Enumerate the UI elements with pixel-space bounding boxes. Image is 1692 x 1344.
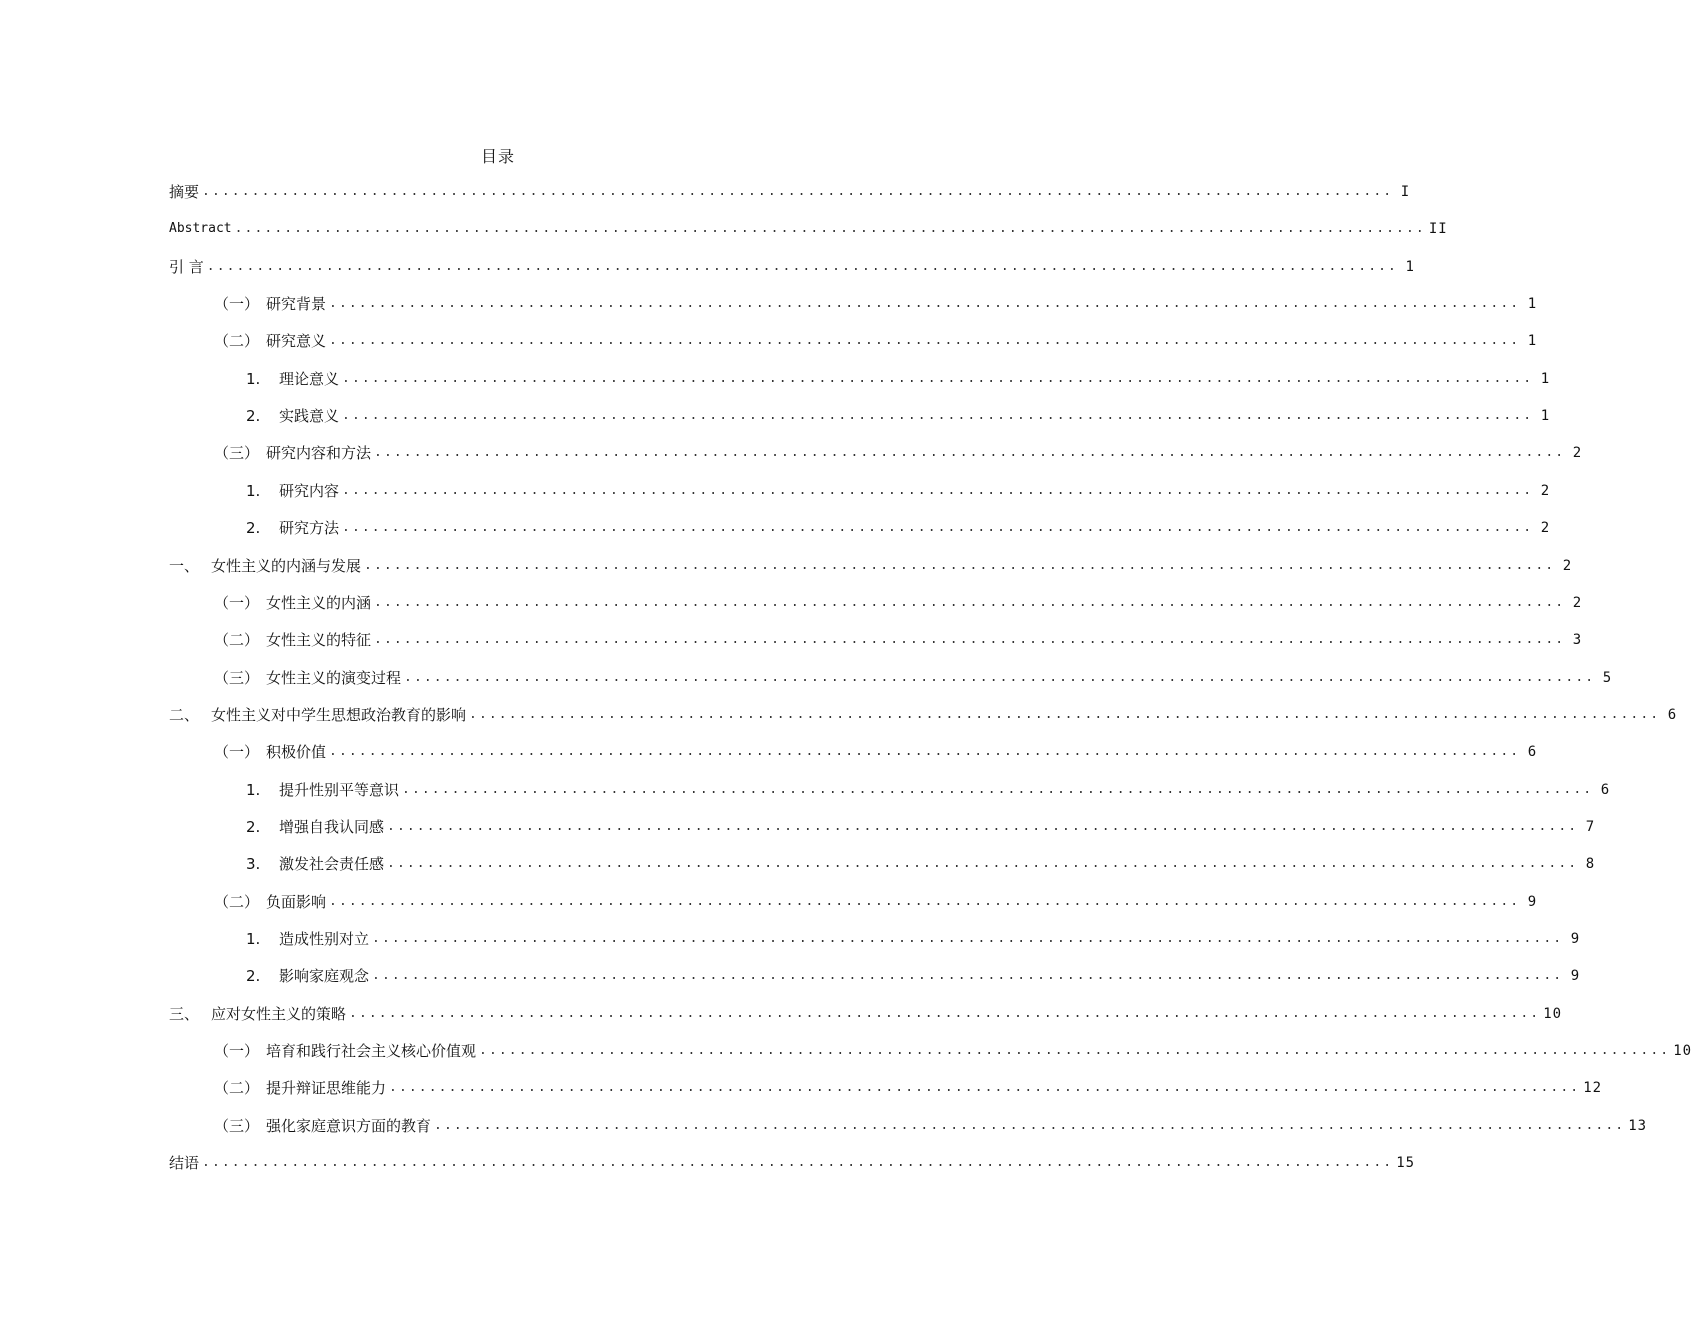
toc-entry-label: 女性主义的内涵与发展 [211, 557, 362, 575]
toc-entry-label: 研究背景 [266, 295, 327, 313]
dot-leader: ........................................................................................................................ [329, 744, 1521, 759]
toc-entry-page-number: 10 [1543, 1006, 1563, 1022]
dot-leader: ........................................................................................................................ [202, 184, 1394, 199]
dot-leader: ........................................................................................................................ [469, 707, 1661, 722]
toc-entry-label: Abstract [169, 221, 232, 236]
toc-entry-number: 1. [246, 781, 261, 799]
toc-entry-label: 引 言 [169, 258, 204, 276]
toc-entry-label: 负面影响 [266, 893, 327, 911]
toc-entry-label: 女性主义的特征 [266, 631, 372, 649]
toc-entry-page-number: 2 [1572, 445, 1583, 461]
dot-leader: ........................................................................................................................ [372, 931, 1564, 946]
toc-entry-label: 实践意义 [279, 407, 340, 425]
toc-entry[interactable] [169, 218, 1448, 240]
toc-entry-label: 造成性别对立 [279, 930, 370, 948]
dot-leader: ........................................................................................................................ [329, 296, 1521, 311]
toc-entry[interactable] [214, 667, 1613, 689]
toc-entry-page-number: 6 [1667, 707, 1678, 723]
toc-entry-label: 增强自我认同感 [279, 818, 385, 836]
toc-entry[interactable] [214, 293, 1538, 315]
toc-entry-page-number: 1 [1540, 371, 1551, 387]
dot-leader: ........................................................................................................................ [374, 445, 1566, 460]
toc-entry-page-number: 1 [1405, 259, 1415, 275]
toc-entry[interactable] [246, 779, 1611, 801]
toc-entry[interactable] [214, 330, 1538, 352]
toc-entry-page-number: 15 [1396, 1155, 1416, 1171]
dot-leader: ........................................................................................................................ [202, 1155, 1394, 1170]
toc-entry-label: 女性主义对中学生思想政治教育的影响 [211, 706, 467, 724]
dot-leader: ........................................................................................................................ [342, 520, 1534, 535]
toc-entry-label: 结语 [169, 1154, 200, 1172]
toc-entry-label: 积极价值 [266, 743, 327, 761]
toc-entry[interactable] [214, 1077, 1603, 1099]
toc-entry[interactable] [246, 517, 1551, 539]
dot-leader: ........................................................................................................................ [342, 371, 1534, 386]
toc-entry-number: 2. [246, 519, 261, 537]
toc-entry[interactable] [246, 965, 1581, 987]
toc-entry[interactable] [169, 704, 1678, 726]
toc-entry-label: 摘要 [169, 183, 200, 201]
toc-entry-label: 激发社会责任感 [279, 855, 385, 873]
toc-entry-label: 提升辩证思维能力 [266, 1079, 387, 1097]
toc-entry[interactable] [214, 629, 1583, 651]
dot-leader: ........................................................................................................................ [479, 1043, 1671, 1058]
toc-entry-number: 2. [246, 818, 261, 836]
toc-entry-page-number: 9 [1527, 894, 1538, 910]
toc-entry-number: 1. [246, 370, 261, 388]
toc-entry-label: 提升性别平等意识 [279, 781, 400, 799]
dot-leader: ........................................................................................................................ [402, 782, 1594, 797]
dot-leader: ........................................................................................................................ [404, 670, 1596, 685]
toc-entry-number: 2. [246, 967, 261, 985]
toc-entry-label: 研究内容 [279, 482, 340, 500]
toc-entry-number: （一） [214, 594, 260, 612]
toc-entry-label: 应对女性主义的策略 [211, 1005, 347, 1023]
toc-entry[interactable] [246, 405, 1551, 427]
toc-entry[interactable] [169, 256, 1415, 278]
toc-entry-number: （二） [214, 1079, 260, 1097]
dot-leader: ........................................................................................................................ [389, 1080, 1581, 1095]
toc-entry-page-number: 1 [1527, 333, 1538, 349]
toc-entry[interactable] [214, 1115, 1648, 1137]
toc-entry-number: （二） [214, 631, 260, 649]
toc-entry-page-number: 1 [1540, 408, 1551, 424]
toc-entry-number: 1. [246, 930, 261, 948]
toc-entry-label: 研究方法 [279, 519, 340, 537]
toc-entry[interactable] [169, 181, 1411, 203]
dot-leader: ........................................................................................................................ [374, 595, 1566, 610]
toc-entry-page-number: 1 [1527, 296, 1538, 312]
toc-entry[interactable] [214, 442, 1583, 464]
toc-entry-page-number: 12 [1583, 1080, 1603, 1096]
toc-entry[interactable] [169, 555, 1573, 577]
dot-leader: ........................................................................................................................ [234, 221, 1426, 236]
toc-title: 目录 [480, 147, 515, 166]
dot-leader: ........................................................................................................................ [349, 1006, 1541, 1021]
toc-entry-label: 强化家庭意识方面的教育 [266, 1117, 432, 1135]
toc-entry[interactable] [214, 592, 1583, 614]
dot-leader: ........................................................................................................................ [374, 632, 1566, 647]
toc-entry[interactable] [214, 1040, 1692, 1062]
toc-entry[interactable] [246, 480, 1551, 502]
toc-entry-page-number: 6 [1527, 744, 1538, 760]
dot-leader: ........................................................................................................................ [342, 408, 1534, 423]
toc-entry[interactable] [214, 891, 1538, 913]
toc-entry-label: 理论意义 [279, 370, 340, 388]
toc-entry-page-number: 7 [1585, 819, 1596, 835]
toc-entry-page-number: II [1428, 221, 1448, 237]
toc-entry-page-number: 3 [1572, 632, 1583, 648]
toc-entry-number: 3. [246, 855, 261, 873]
toc-entry-page-number: 9 [1570, 931, 1581, 947]
dot-leader: ........................................................................................................................ [342, 483, 1534, 498]
toc-entry-label: 女性主义的内涵 [266, 594, 372, 612]
toc-entry-number: （三） [214, 1117, 260, 1135]
toc-entry-number: （三） [214, 444, 260, 462]
toc-entry-page-number: 5 [1602, 670, 1613, 686]
dot-leader: ........................................................................................................................ [387, 819, 1579, 834]
dot-leader: ........................................................................................................................ [387, 856, 1579, 871]
toc-entry-label: 研究意义 [266, 332, 327, 350]
toc-entry-number: （一） [214, 743, 260, 761]
toc-entry-page-number: I [1400, 184, 1411, 200]
toc-entry[interactable] [169, 1003, 1563, 1025]
toc-entry[interactable] [246, 928, 1581, 950]
toc-entry[interactable] [214, 741, 1538, 763]
toc-entry[interactable] [246, 816, 1596, 838]
toc-entry-number: （一） [214, 295, 260, 313]
toc-entry-page-number: 13 [1628, 1118, 1648, 1134]
toc-entry-number: 一、 [169, 557, 200, 575]
dot-leader: ........................................................................................................................ [329, 894, 1521, 909]
toc-entry-page-number: 6 [1600, 782, 1611, 798]
toc-entry-number: （一） [214, 1042, 260, 1060]
toc-entry-page-number: 2 [1562, 558, 1573, 574]
toc-entry-number: 三、 [169, 1005, 200, 1023]
toc-entry-page-number: 2 [1540, 520, 1551, 536]
dot-leader: ........................................................................................................................ [364, 558, 1556, 573]
toc-entry-number: （二） [214, 332, 260, 350]
toc-entry-label: 培育和践行社会主义核心价值观 [266, 1042, 477, 1060]
toc-entry[interactable] [246, 368, 1551, 390]
toc-entry-label: 女性主义的演变过程 [266, 669, 402, 687]
dot-leader: ........................................................................................................................ [206, 259, 1398, 274]
toc-entry-number: （三） [214, 669, 260, 687]
toc-entry[interactable] [246, 853, 1596, 875]
dot-leader: ........................................................................................................................ [329, 333, 1521, 348]
toc-entry-page-number: 2 [1540, 483, 1551, 499]
toc-entry-label: 研究内容和方法 [266, 444, 372, 462]
toc-entry-page-number: 2 [1572, 595, 1583, 611]
toc-entry-label: 影响家庭观念 [279, 967, 370, 985]
dot-leader: ........................................................................................................................ [434, 1118, 1626, 1133]
toc-entry-number: 1. [246, 482, 261, 500]
toc-entry-number: 2. [246, 407, 261, 425]
toc-entry-number: 二、 [169, 706, 200, 724]
toc-entry[interactable] [169, 1152, 1416, 1174]
toc-entry-page-number: 8 [1585, 856, 1596, 872]
toc-entry-number: （二） [214, 893, 260, 911]
dot-leader: ........................................................................................................................ [372, 968, 1564, 983]
toc-entry-page-number: 10 [1673, 1043, 1692, 1059]
toc-entry-page-number: 9 [1570, 968, 1581, 984]
